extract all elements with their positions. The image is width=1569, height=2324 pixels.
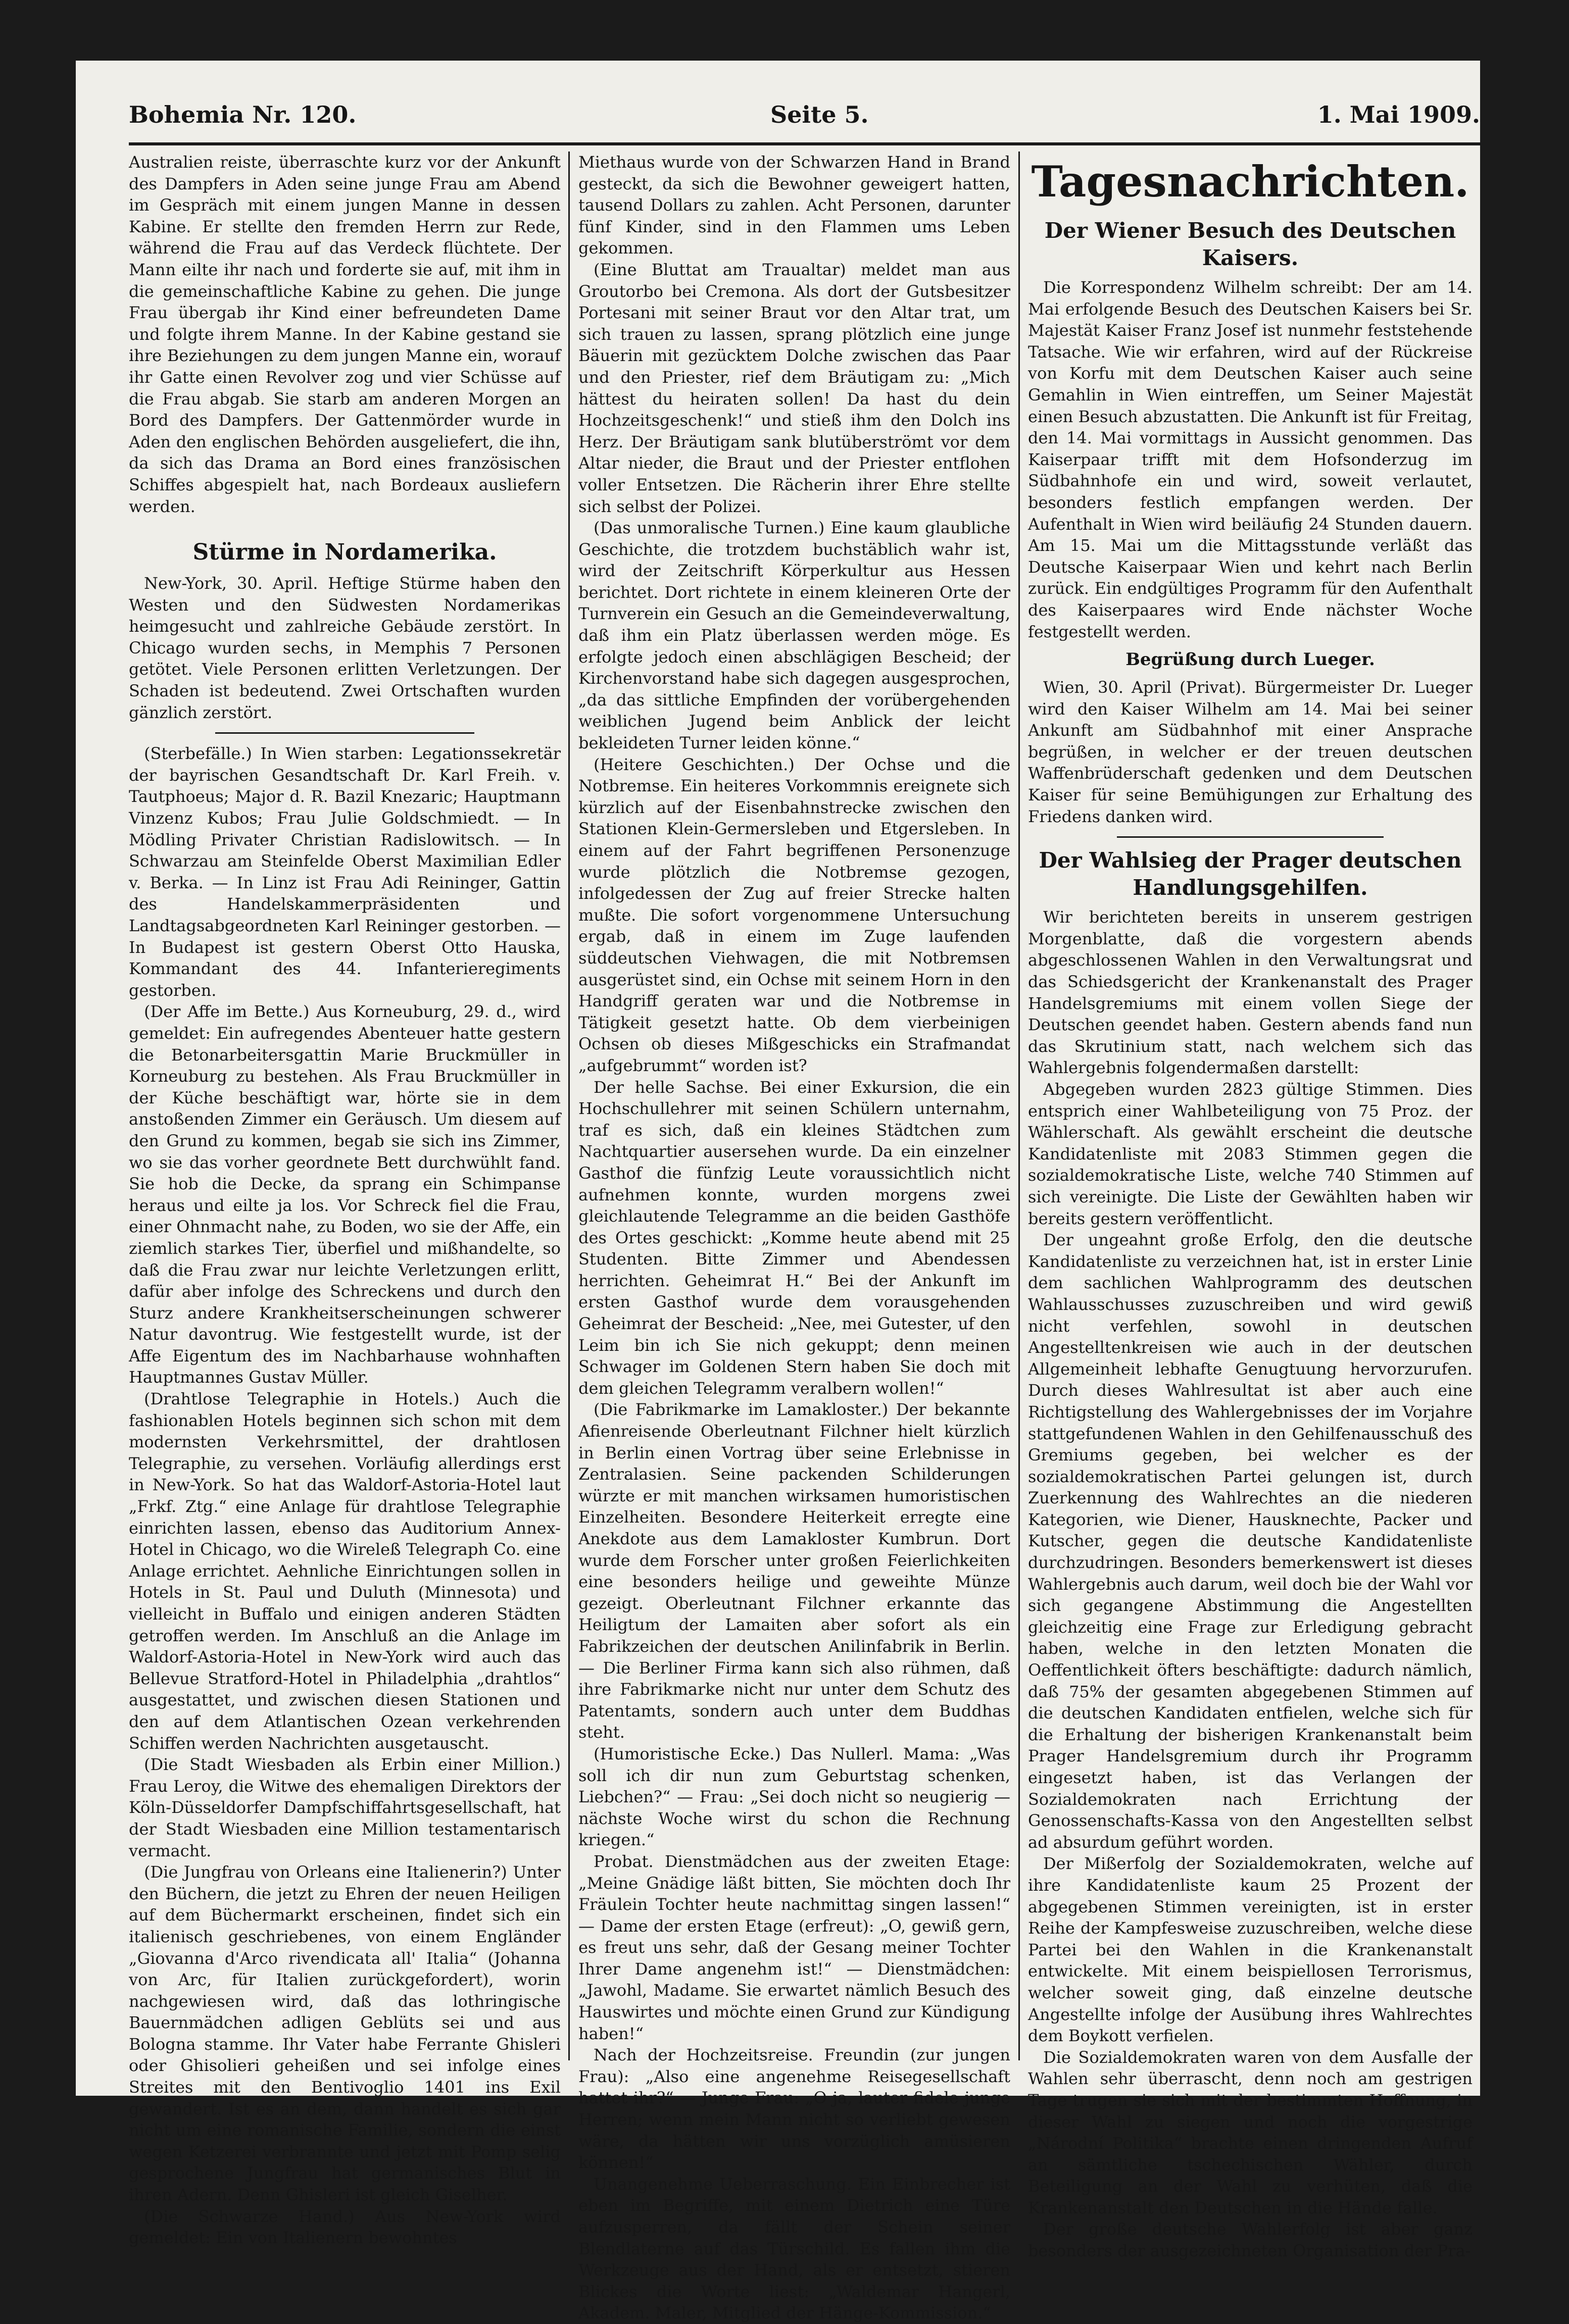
header-right: 1. Mai 1909. xyxy=(1317,101,1480,128)
header-rule xyxy=(129,142,1480,145)
article-text: (Die Jungfrau von Orleans eine Italienerin?) Unter den Büchern, die jetzt zu Ehren der neuen Heiligen auf dem Büchermarkt erscheinen, findet sich ein italienisch geschriebenes, von einem Engländer „Giovanna d'Arco rivendicata all' Italia“ (Johanna von Arc, für Italien zurückgefordert), worin nachgewiesen wird, daß das lothringische Bauernmädchen adligen Geblüts sei und aus Bologna stamme. Ihr Vater habe Ferrante Ghisleri oder Ghisolieri geheißen und sei infolge eines Streites mit den Bentivoglio 1401 ins Exil gewandert. Ist es an dem, dann handelt es sich gar nicht um eine romanische Familie, sondern die einst wegen Ketzerei verbrannte und jetzt mit Pomp selig gesprochene Jungfrau hat germanisches Blut in ihren Adern. Denn Ghisleri ist gleich Giselher. xyxy=(129,1862,561,2205)
article-text: (Sterbefälle.) In Wien starben: Legationssekretär der bayrischen Gesandtschaft Dr. Karl Freih. v. Tautphoeus; Major d. R. Bazil Knezaric; Hauptmann Vinzenz Kubos; Frau Julie Goldschmiedt. — In Mödling Privater Christian Radislowitsch. — In Schwarzau am Steinfelde Oberst Maximilian Edler v. Berka. — In Linz ist Frau Adi Reininger, Gattin des Handelskammerpräsidenten und Landtagsabgeordneten Karl Reininger gestorben. — In Budapest ist gestern Oberst Otto Hauska, Kommandant des 44. Infanterieregiments gestorben. xyxy=(129,744,561,1000)
article-text: (Drahtlose Telegraphie in Hotels.) Auch die fashionablen Hotels beginnen sich schon mit dem modernsten Verkehrsmittel, der drahtlosen Telegraphie, zu versehen. Vorläufig allerdings erst in New-York. So hat das Waldorf-Astoria-Hotel laut „Frkf. Ztg.“ eine Anlage für drahtlose Telegraphie einrichten lassen, ebenso das Auditorium Annex-Hotel in Chicago, wo die Wireleß Telegraph Co. eine Anlage errichtet. Aehnliche Einrichtungen sollen in Hotels in St. Paul und Duluth (Minnesota) und vielleicht in Buffalo und einigen anderen Städten getroffen werden. Im Anschluß an die Anlage im Waldorf-Astoria-Hotel in New-York wird auch das Bellevue Stratford-Hotel in Philadelphia „drahtlos“ ausgestattet, und zwischen diesen Stationen und den auf dem Atlantischen Ozean verkehrenden Schiffen werden Nachrichten ausgetauscht. xyxy=(129,1389,561,1753)
article-text: Probat. Dienstmädchen aus der zweiten Etage: „Meine Gnädige läßt bitten, Sie möchten doch Ihr Fräulein Tochter heute nachmittag singen lassen!“ — Dame der ersten Etage (erfreut): „O, gewiß gern, es freut uns sehr, daß der Gesang meiner Tochter Ihrer Dame angenehm ist!“ — Dienstmädchen: „Jawohl, Madame. Sie erwartet nämlich Besuch des Hauswirtes und möchte einen Grund zur Kündigung haben!“ xyxy=(578,1851,1010,2043)
column-divider xyxy=(568,151,570,2060)
subheadline-lueger: Begrüßung durch Lueger. xyxy=(1125,649,1375,670)
article-text: (Die Fabrikmarke im Lamakloster.) Der bekannte Afienreisende Oberleutnant Filchner hielt kürzlich in Berlin einen Vortrag über seine Erlebnisse in Zentralasien. Seine packenden Schilderungen würzte er mit manchen wirksamen humoristischen Einzelheiten. Besondere Heiterkeit erregte eine Anekdote aus dem Lamakloster Kumbrun. Dort wurde dem Forscher unter großen Feierlichkeiten eine besonders heilige und geweihte Münze gezeigt. Oberleutnant Filchner erkannte das Heiligtum der Lamaiten aber sofort als ein Fabrikzeichen der deutschen Anilinfabrik in Berlin. — Die Berliner Firma kann sich also rühmen, daß ihre Fabrikmarke nicht nur unter dem Schutz des Patentamts, sondern auch unter dem Buddhas steht. xyxy=(578,1400,1010,1742)
article-text: Die Korrespondenz Wilhelm schreibt: Der am 14. Mai erfolgende Besuch des Deutschen Kaisers bei Sr. Majestät Kaiser Franz Josef ist nunmehr feststehende Tatsache. Wie wir erfahren, wird auf der Rückreise von Korfu mit dem Deutschen Kaiser auch seine Gemahlin in Wien eintreffen, um Seiner Majestät einen Besuch abzustatten. Die Ankunft ist für Freitag, den 14. Mai vormittags in Aussicht genommen. Das Kaiserpaar trifft mit dem Hofsonderzug im Südbahnhofe ein und wird, soweit verlautet, besonders festlich empfangen werden. Der Aufenthalt in Wien wird beiläufig 24 Stunden dauern. Am 15. Mai um die Mittagsstunde verläßt das Deutsche Kaiserpaar Wien und kehrt nach Berlin zurück. Ein endgültiges Programm für den Aufenthalt des Kaiserpaares wird Ende nächster Woche festgestellt werden. xyxy=(1028,278,1473,641)
section-title: Tagesnachrichten. xyxy=(1031,157,1469,207)
article-text: (Der Affe im Bette.) Aus Korneuburg, 29. d., wird gemeldet: Ein aufregendes Abenteuer hatte gestern die Betonarbeitersgattin Marie Bruckmüller in Korneuburg zu bestehen. Als Frau Bruckmüller in der Küche beschäftigt war, hörte sie in dem anstoßenden Zimmer ein Geräusch. Um diesem auf den Grund zu kommen, begab sie sich ins Zimmer, wo sie das vorher geordnete Bett durchwühlt fand. Sie hob die Decke, da sprang ein Schimpanse heraus und eilte ja los. Vor Schreck fiel die Frau, einer Ohnmacht nahe, zu Boden, wo sie der Affe, ein ziemlich starkes Tier, überfiel und mißhandelte, so daß die Frau zwar nur leichte Verletzungen erlitt, dafür aber infolge des Schreckens und durch den Sturz andere Krankheitserscheinungen schwerer Natur davontrug. Wie festgestellt wurde, ist der Affe Eigentum des im Nachbarhause wohnhaften Hauptmannes Gustav Müller. xyxy=(129,1002,561,1387)
section-divider xyxy=(1117,836,1384,838)
column-divider xyxy=(1018,151,1020,2060)
article-text: (Eine Bluttat am Traualtar) meldet man aus Groutorbo bei Cremona. Als dort der Gutsbesitzer Portesani mit seiner Braut vor den Altar trat, um sich trauen zu lassen, sprang plötzlich eine junge Bäuerin mit gezücktem Dolche zwischen das Paar und den Priester, rief dem Bräutigam zu: „Mich hättest du heiraten sollen! Da hast du dein Hochzeitsgeschenk!“ und stieß ihm den Dolch ins Herz. Der Bräutigam sank blutüberströmt vor dem Altar nieder, die Braut und der Priester entflohen voller Entsetzen. Die Rächerin ihrer Ehre stellte sich selbst der Polizei. xyxy=(578,260,1010,516)
header-left: Bohemia Nr. 120. xyxy=(129,101,357,128)
headline-besuch: Der Wiener Besuch des Deutschen Kaisers. xyxy=(1044,218,1456,270)
article-text: (Heitere Geschichten.) Der Ochse und die Notbremse. Ein heiteres Vorkommnis ereignete sich kürzlich auf der Eisenbahnstrecke zwischen den Stationen Klein-Germersleben und Etgersleben. In einem auf der Fahrt begriffenen Personenzuge wurde plötzlich die Notbremse gezogen, infolgedessen der Zug auf freier Strecke halten mußte. Die sofort vorgenommene Untersuchung ergab, daß in einem im Zuge laufenden süddeutschen Viehwagen, die mit Notbremsen ausgerüstet sind, ein Ochse mit seinem Horn in den Handgriff geraten war und die Notbremse in Tätigkeit gesetzt hatte. Ob dem vierbeinigen Ochsen ob dieses Mißgeschicks ein Strafmandat „aufgebrummt“ worden ist? xyxy=(578,754,1010,1075)
article-text: Miethaus wurde von der Schwarzen Hand in Brand gesteckt, da sich die Bewohner geweigert hatten, tausend Dollars zu zahlen. Acht Personen, darunter fünf Kinder, sind in den Flammen ums Leben gekommen. xyxy=(578,153,1010,258)
article-text: Der Mißerfolg der Sozialdemokraten, welche auf ihre Kandidatenliste kaum 25 Prozent der abgegebenen Stimmen vereinigten, ist in erster Reihe der Kampfesweise zuzuschreiben, welche diese Partei bei den Wahlen in die Krankenanstalt entwickelte. Mit einem beispiellosen Terrorismus, welcher soweit ging, daß einzelne deutsche Angestellte infolge der Ausübung ihres Wahlrechtes dem Boykott verfielen. xyxy=(1028,1854,1473,2046)
article-text: Abgegeben wurden 2823 gültige Stimmen. Dies entsprich einer Wahlbeteiligung von 75 Proz. der Wählerschaft. Als gewählt erscheint die deutsche Kandidatenliste mit 2083 Stimmen gegen die sozialdemokratische Liste, welche 740 Stimmen auf sich vereinigte. Die Liste der Gewählten haben wir bereits gestern veröffentlicht. xyxy=(1028,1080,1473,1228)
article-text: New-York, 30. April. Heftige Stürme haben den Westen und den Südwesten Nordamerikas heimgesucht und zahlreiche Gebäude zerstört. In Chicago wurden sechs, in Memphis 7 Personen getötet. Viele Personen erlitten Verletzungen. Der Schaden ist bedeutend. Zwei Ortschaften wurden gänzlich zerstört. xyxy=(129,574,561,722)
article-text: Australien reiste, überraschte kurz vor der Ankunft des Dampfers in Aden seine junge Frau am Abend im Gespräch mit einem jungen Manne in dessen Kabine. Er stellte den fremden Herrn zur Rede, während die Frau auf das Verdeck flüchtete. Der Mann eilte ihr nach und forderte sie auf, mit ihm in die gemeinschaftliche Kabine zu gehen. Die junge Frau übergab ihr Kind einer befreundeten Dame und folgte ihrem Manne. In der Kabine gestand sie ihre Beziehungen zu dem jungen Manne ein, worauf ihr Gatte einen Revolver zog und vier Schüsse auf die Frau abgab. Sie starb am anderen Morgen an Bord des Dampfers. Der Gattenmörder wurde in Aden den englischen Behörden ausgeliefert, die ihn, da sich das Drama an Bord eines französischen Schiffes abgespielt hat, nach Bordeaux ausliefern werden. xyxy=(129,153,561,516)
column-1 xyxy=(129,151,561,2248)
article-text: Der große deutsche Wahlerfolg ist aber ganz besonders der ausgezeichneten Organisation der Pra- xyxy=(1028,2219,1473,2261)
page-header xyxy=(129,101,1480,146)
section-divider xyxy=(215,732,474,734)
article-text: Die Sozialdemokraten waren von dem Ausfalle der Wahlen sehr überrascht, denn noch am gestrigen Tage trugen sie sich mit der bestimmten Hoffnung, in dieser Wahl zu siegen und noch die vorgestrige „Národní Politika“ brachte einen dringenden Aufruf an sämtliche tschechischen Wähler, durch Beteiligung an der Wahl zu verhüten, daß die Krankenanstalt den Deutschen in die Hände falle. xyxy=(1028,2047,1473,2217)
article-text: Der helle Sachse. Bei einer Exkursion, die ein Hochschullehrer mit seinen Schülern unternahm, traf es sich, daß ein kleines Städtchen zum Nachtquartier ausersehen wurde. Da ein einzelner Gasthof die fünfzig Leute voraussichtlich nicht aufnehmen konnte, wurden morgens zwei gleichlautende Telegramme an die beiden Gasthöfe des Ortes geschickt: „Komme heute abend mit 25 Studenten. Bitte Zimmer und Abendessen herrichten. Geheimrat H.“ Bei der Ankunft im ersten Gasthof wurde dem vorausgehenden Geheimrat der Bescheid: „Nee, mei Gutester, uf den Leim bin ich Sie nich gekuppt; denn meinen Schwager im Goldenen Stern haben Sie doch mit dem gleichen Telegramm veralbern wollen!“ xyxy=(578,1077,1010,1398)
article-text: Unangenehme Ueberraschung. Ein Einbrecher ist eben im Begriffe, mit einem Dietrich eine Türe aufzusperren, da fällt der Schein seiner Blendlaterne auf das Türschild. Es fallen ihm die Werkzeuge aus der Hand, als er entsetzt, stieren Blickes die Worte liest: „Waldemar Hangerl, Akadem. Maler, Mitglied der Hänge-Kommission.“ xyxy=(578,2174,1010,2323)
headline-wahlsieg: Der Wahlsieg der Prager deutschen Handlungsgehilfen. xyxy=(1039,848,1462,900)
article-text: Der ungeahnt große Erfolg, den die deutsche Kandidatenliste zu verzeichnen hat, ist in erster Linie dem sachlichen Wahlprogramm des deutschen Wahlausschusses zuzuschreiben und wird gewiß nicht verfehlen, sowohl in deutschen Angestelltenkreisen wie auch in der deutschen Allgemeinheit lebhafte Genugtuung hervorzurufen. Durch dieses Wahlresultat ist aber auch eine Richtigstellung des Wahlergebnisses der im Vorjahre stattgefundenen Wahlen in den Gehilfenausschuß des Gremiums gegeben, bei welcher es der sozialdemokratischen Partei gelungen ist, durch Zuerkennung des Wahlrechtes an die niederen Kategorien, wie Diener, Hausknechte, Packer und Kutscher, gegen die deutsche Kandidatenliste durchzudringen. Besonders bemerkenswert ist dieses Wahlergebnis auch darum, weil doch bie der Wahl vor sich gegangene Abstimmung die Angestellten gleichzeitig eine Frage zur Erledigung gebracht haben, welche in den letzten Monaten die Oeffentlichkeit öfters beschäftigte: dadurch nämlich, daß 75% der gesamten abgegebenen Stimmen auf die deutschen Kandidaten entfielen, welche sich für die Erhaltung der bisherigen Krankenanstalt beim Prager Handelsgremium durch ihr Programm eingesetzt haben, ist das Verlangen der Sozialdemokraten nach Errichtung der Genossenschafts-Kassa von den Angestellten selbst ad absurdum geführt worden. xyxy=(1028,1230,1473,1852)
newspaper-page xyxy=(76,61,1480,2323)
article-text: Wien, 30. April (Privat). Bürgermeister Dr. Lueger wird den Kaiser Wilhelm am 14. Mai bei seiner Ankunft am Südbahnhof mit einer Ansprache begrüßen, in welcher er der treuen deutschen Waffenbrüderschaft gedenken und dem Deutschen Kaiser für seine Bemühigungen zur Erhaltung des Friedens danken wird. xyxy=(1028,678,1473,826)
article-text: (Humoristische Ecke.) Das Nullerl. Mama: „Was soll ich dir nun zum Geburtstag schenken, Liebchen?“ — Frau: „Sei doch nicht so neugierig — nächste Woche wirst du schon die Rechnung kriegen.“ xyxy=(578,1744,1010,1850)
headline-stuerme: Stürme in Nordamerika. xyxy=(192,539,497,566)
column-3 xyxy=(1028,151,1473,2261)
article-text: (Das unmoralische Turnen.) Eine kaum glaubliche Geschichte, die trotzdem buchstäblich wahr ist, wird der Zeitschrift Körperkultur aus Hessen berichtet. Dort richtete in einem kleineren Orte der Turnverein ein Gesuch an die Gemeindeverwaltung, daß ihm ein Platz überlassen werden möge. Es erfolgte jedoch einen abschlägigen Bescheid; der Kirchenvorstand habe sich dagegen ausgesprochen, „da das sittliche Empfinden der vorübergehenden weiblichen Jugend beim Anblick der leicht bekleideten Turner leiden könne.“ xyxy=(578,518,1010,753)
article-text: Nach der Hochzeitsreise. Freundin (zur jungen Frau): „Also eine angenehme Reisegesellschaft hattet ihr?“ — Junge Frau: „O ja, lauter fidele junge Herren; wenn mein Mann nicht so verliebt gewesen wäre, da hätten wir uns vorzüglich amüsieren können!“ xyxy=(578,2045,1010,2173)
header-center: Seite 5. xyxy=(770,101,869,128)
article-text: (Die Schwarze Hand.) Aus New-York wird gemeldet: Ein von Italienern bewohntes xyxy=(129,2206,561,2248)
article-text: Wir berichteten bereits in unserem gestrigen Morgenblatte, daß die vorgestern abends abgeschlossenen Wahlen in den Verwaltungsrat und das Schiedsgericht der Krankenanstalt des Prager Handelsgremiums mit einem vollen Siege der Deutschen geendet haben. Gestern abends fand nun das Skrutinium statt, nach welchem sich das Wahlergebnis folgendermaßen darstellt: xyxy=(1028,907,1473,1078)
column-2 xyxy=(578,151,1010,2323)
article-text: (Die Stadt Wiesbaden als Erbin einer Million.) Frau Leroy, die Witwe des ehemaligen Direktors der Köln-Düsseldorfer Dampfschiffahrtsgesellschaft, hat der Stadt Wiesbaden eine Million testamentarisch vermacht. xyxy=(129,1755,561,1860)
